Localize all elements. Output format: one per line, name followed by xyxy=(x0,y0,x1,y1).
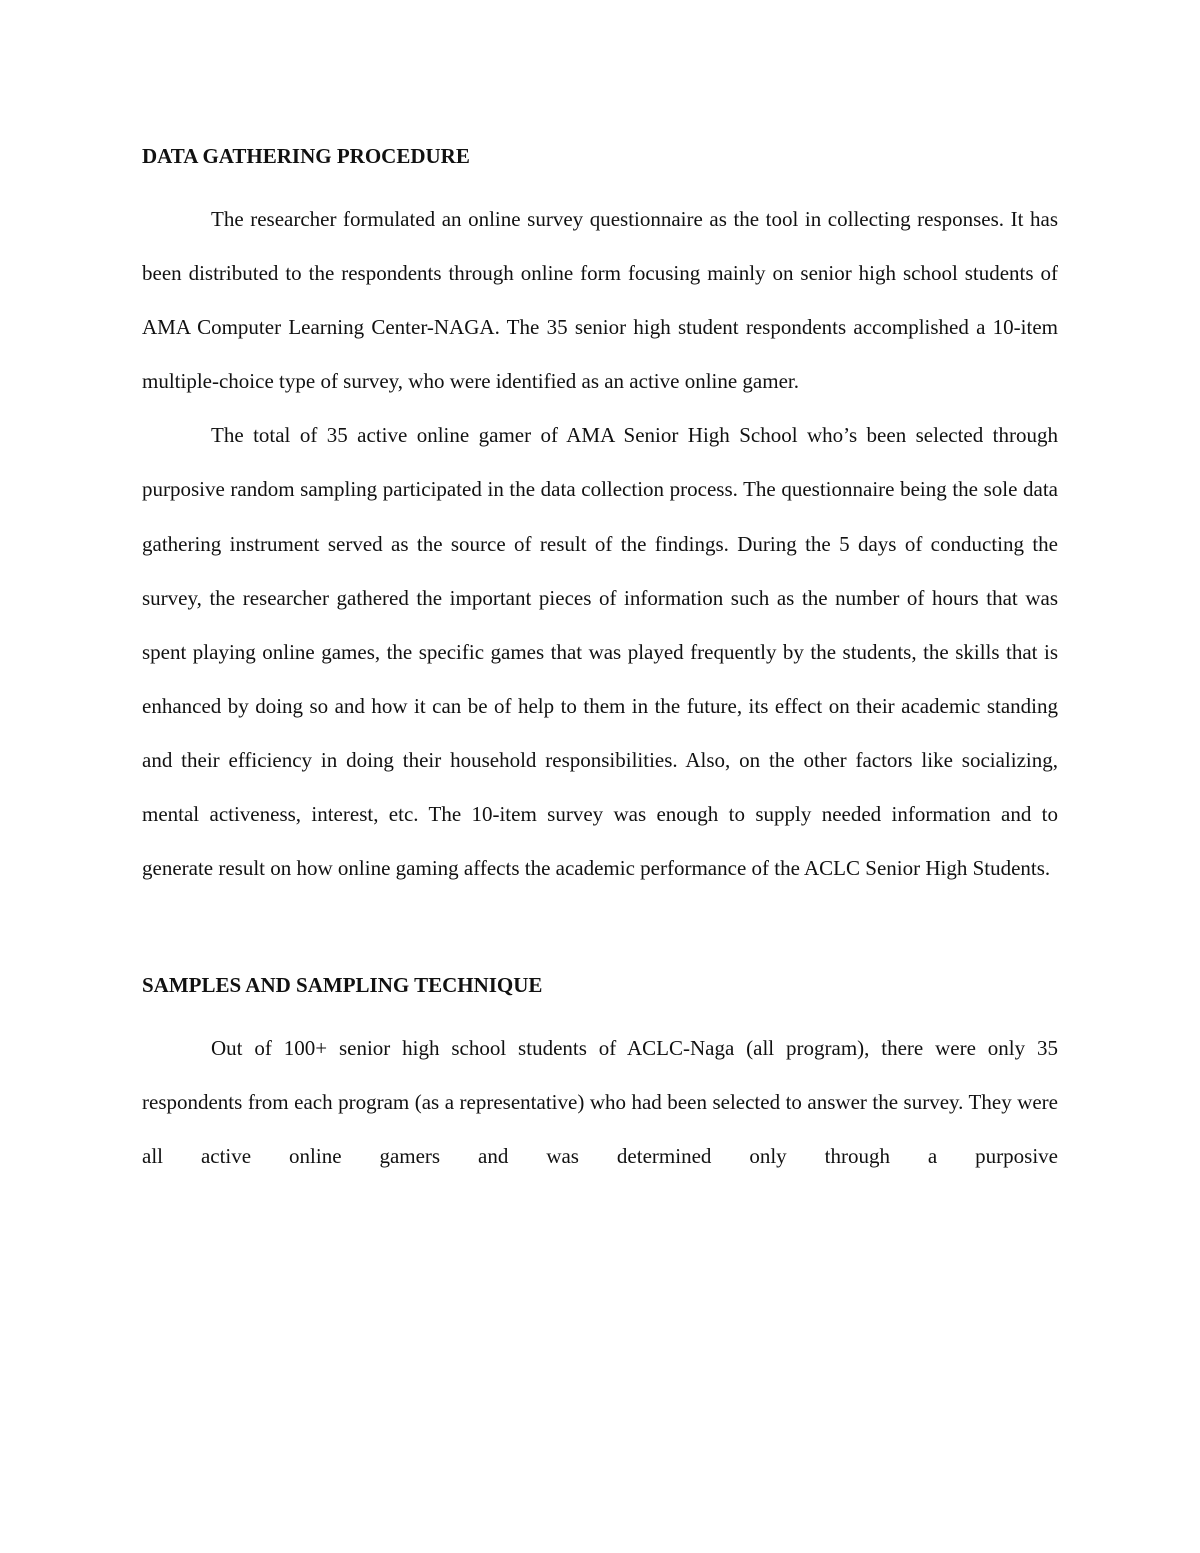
section-heading-data-gathering: DATA GATHERING PROCEDURE xyxy=(142,144,470,168)
paragraph-survey-tool: The researcher formulated an online survey questionnaire as the tool in collecting responses. It has been distributed to the respondents through online form focusing mainly on senior high school students of AMA Computer Learning Center-NAGA. The 35 senior high student respondents accomplished a 10-item multiple-choice type of survey, who were identified as an active online gamer. xyxy=(142,207,1058,394)
paragraph-sampling: Out of 100+ senior high school students of ACLC-Naga (all program), there were only 35 respondents from each program (as a representative) who had been selected to answer the survey. They were all active online gamers and was determined only through a purposive xyxy=(142,1036,1058,1169)
paragraph-data-collection: The total of 35 active online gamer of AMA Senior High School who’s been selected through purposive random sampling participated in the data collection process. The questionnaire being the sole data gathering instrument served as the source of result of the findings. During the 5 days of conducting the survey, the researcher gathered the important pieces of information such as the number of hours that was spent playing online games, the specific games that was played frequently by the students, the skills that is enhanced by doing so and how it can be of help to them in the future, its effect on their academic standing and their efficiency in doing their household responsibilities. Also, on the other factors like socializing, mental activeness, interest, etc. The 10-item survey was enough to supply needed information and to generate result on how online gaming affects the academic performance of the ACLC Senior High Students. xyxy=(142,423,1058,881)
section-heading-sampling: SAMPLES AND SAMPLING TECHNIQUE xyxy=(142,973,543,998)
document-body xyxy=(142,138,1058,1184)
